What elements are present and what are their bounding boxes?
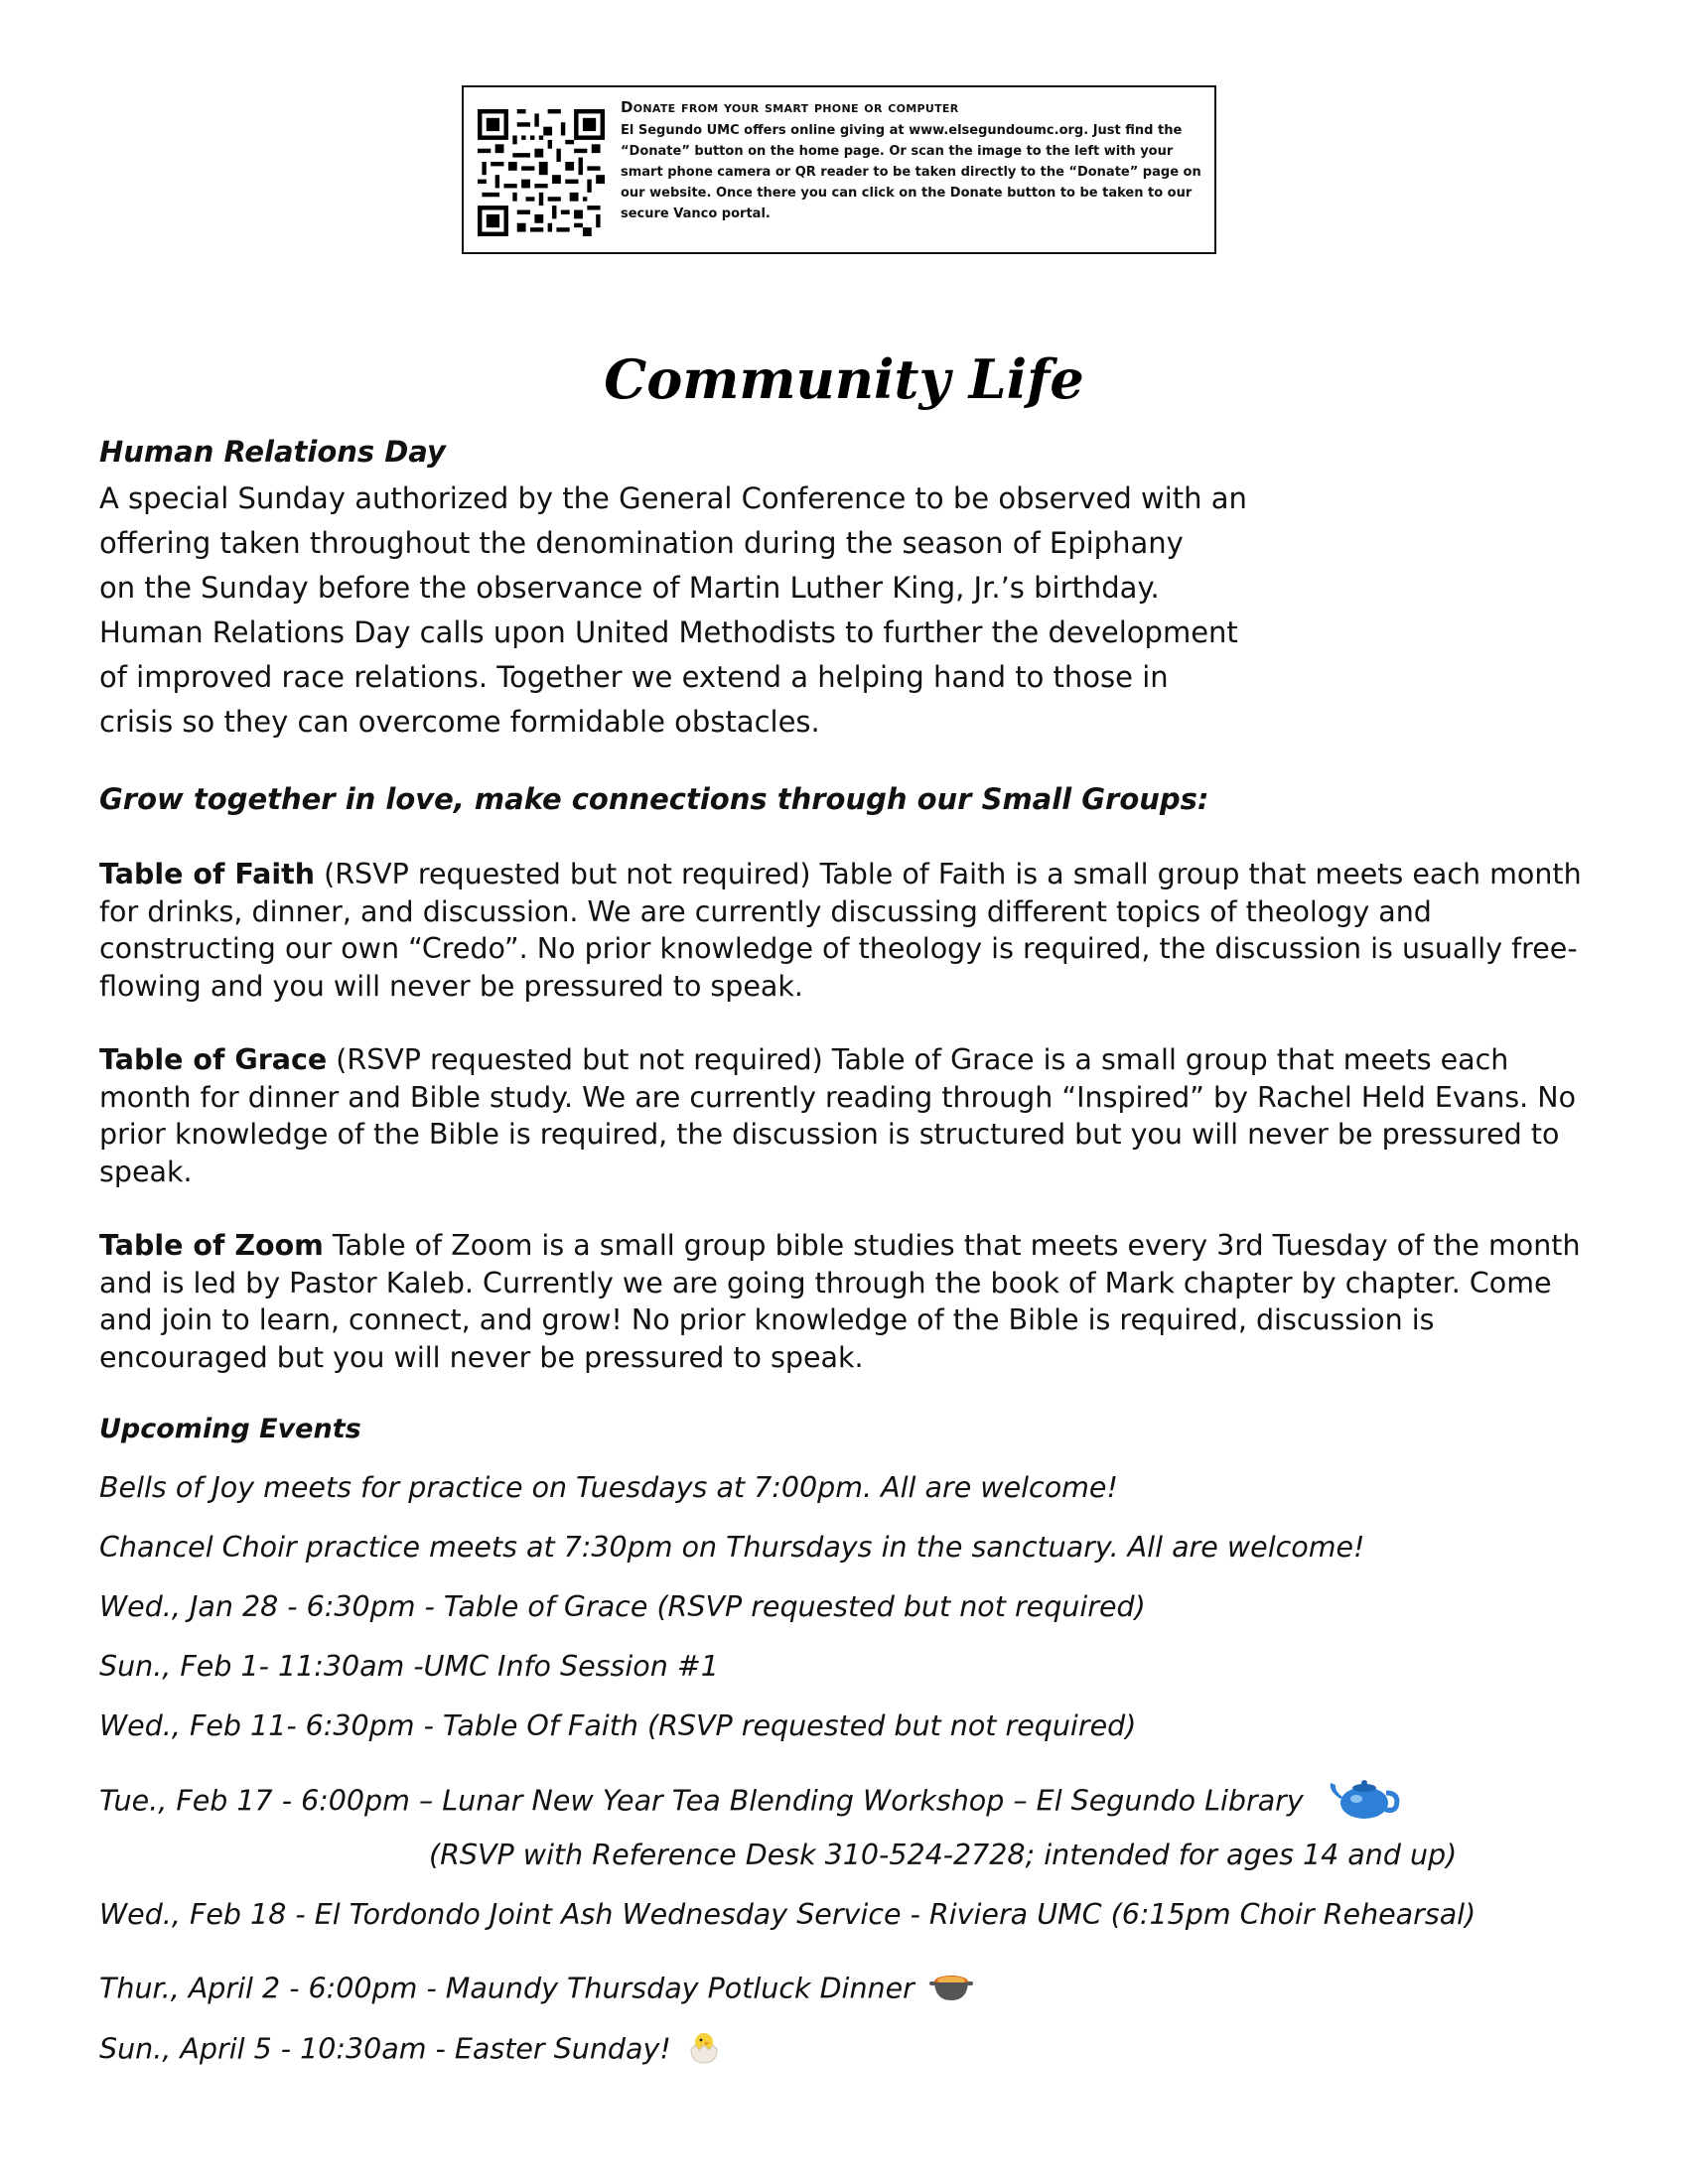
human-relations-section bbox=[99, 435, 1609, 745]
event-item: Wed., Jan 28 - 6:30pm - Table of Grace (RSVP requested but not required) bbox=[99, 1590, 1146, 1623]
donate-box bbox=[462, 85, 1216, 254]
group-name: Table of Grace bbox=[99, 1043, 328, 1076]
human-relations-line: offering taken throughout the denomination during the season of Epiphany bbox=[99, 526, 1184, 560]
qr-code-icon[interactable] bbox=[478, 109, 605, 236]
human-relations-line: crisis so they can overcome formidable obstacles. bbox=[99, 705, 820, 739]
event-item: Sun., Feb 1- 11:30am -UMC Info Session #1 bbox=[99, 1650, 719, 1683]
group-table-of-faith bbox=[99, 856, 1609, 1005]
small-groups-heading: Grow together in love, make connections through our Small Groups: bbox=[99, 782, 1209, 816]
human-relations-line: Human Relations Day calls upon United Methodists to further the development bbox=[99, 615, 1238, 649]
event-text: Tue., Feb 17 - 6:00pm – Lunar New Year Tea Blending Workshop – El Segundo Library bbox=[99, 1784, 1304, 1818]
event-item: Wed., Feb 18 - El Tordondo Joint Ash Wednesday Service - Riviera UMC (6:15pm Choir Rehearsal) bbox=[99, 1898, 1477, 1931]
event-item: Wed., Feb 11- 6:30pm - Table Of Faith (RSVP requested but not required) bbox=[99, 1709, 1137, 1742]
page-title: Community Life bbox=[604, 347, 1084, 411]
group-description: (RSVP requested but not required) Table of Faith is a small group that meets each month for drinks, dinner, and discussion. We are currently discussing different topics of theology and constructing our own “Credo”. No prior knowledge of theology is required, the discussion is usually free-flowing and you will never be pressured to speak. bbox=[99, 858, 1582, 1003]
group-description: Table of Zoom is a small group bible studies that meets every 3rd Tuesday of the month and is led by Pastor Kaleb. Currently we are going through the book of Mark chapter by chapter. Come and join to learn, connect, and grow! No prior knowledge of the Bible is required, discussion is encouraged but you will never be pressured to speak. bbox=[99, 1229, 1581, 1374]
human-relations-body bbox=[99, 477, 1331, 745]
human-relations-heading: Human Relations Day bbox=[99, 435, 446, 469]
pot-icon bbox=[929, 1968, 973, 2012]
group-description: (RSVP requested but not required) Table of Grace is a small group that meets each month for dinner and Bible study. We are currently reading through “Inspired” by Rachel Held Evans. No prior knowledge of the Bible is required, the discussion is structured but you will never be pressured to speak. bbox=[99, 1043, 1577, 1188]
teapot-icon bbox=[1327, 1777, 1402, 1828]
group-name: Table of Faith bbox=[99, 858, 316, 890]
events-heading: Upcoming Events bbox=[99, 1414, 361, 1444]
donate-body: El Segundo UMC offers online giving at www.elsegundoumc.org. Just find the “Donate” button on the home page. Or scan the image to the left with your smart phone camera or QR reader to be taken directly to the “Donate” page on our website. Once there you can click on the Donate button to be taken to our secure Vanco portal. bbox=[621, 123, 1201, 221]
group-table-of-grace bbox=[99, 1041, 1609, 1190]
event-item: Bells of Joy meets for practice on Tuesdays at 7:00pm. All are welcome! bbox=[99, 1471, 1118, 1504]
human-relations-line: on the Sunday before the observance of Martin Luther King, Jr.’s birthday. bbox=[99, 571, 1160, 605]
hatching-chick-icon bbox=[686, 2029, 722, 2072]
event-item-tea-workshop bbox=[99, 1777, 1402, 1828]
event-item-easter bbox=[99, 2029, 722, 2072]
group-name: Table of Zoom bbox=[99, 1229, 324, 1262]
event-item-potluck bbox=[99, 1968, 973, 2012]
event-text: Sun., April 5 - 10:30am - Easter Sunday! bbox=[99, 2032, 671, 2066]
event-text: Thur., April 2 - 6:00pm - Maundy Thursday Potluck Dinner bbox=[99, 1972, 914, 2005]
human-relations-line: A special Sunday authorized by the General Conference to be observed with an bbox=[99, 481, 1247, 515]
human-relations-line: of improved race relations. Together we extend a helping hand to those in bbox=[99, 660, 1169, 694]
group-table-of-zoom bbox=[99, 1227, 1609, 1376]
donate-text bbox=[621, 97, 1204, 224]
event-item-note: (RSVP with Reference Desk 310-524-2728; intended for ages 14 and up) bbox=[429, 1839, 1458, 1871]
donate-title: Donate from your smart phone or computer bbox=[621, 98, 959, 116]
event-item: Chancel Choir practice meets at 7:30pm on Thursdays in the sanctuary. All are welcome! bbox=[99, 1531, 1365, 1564]
